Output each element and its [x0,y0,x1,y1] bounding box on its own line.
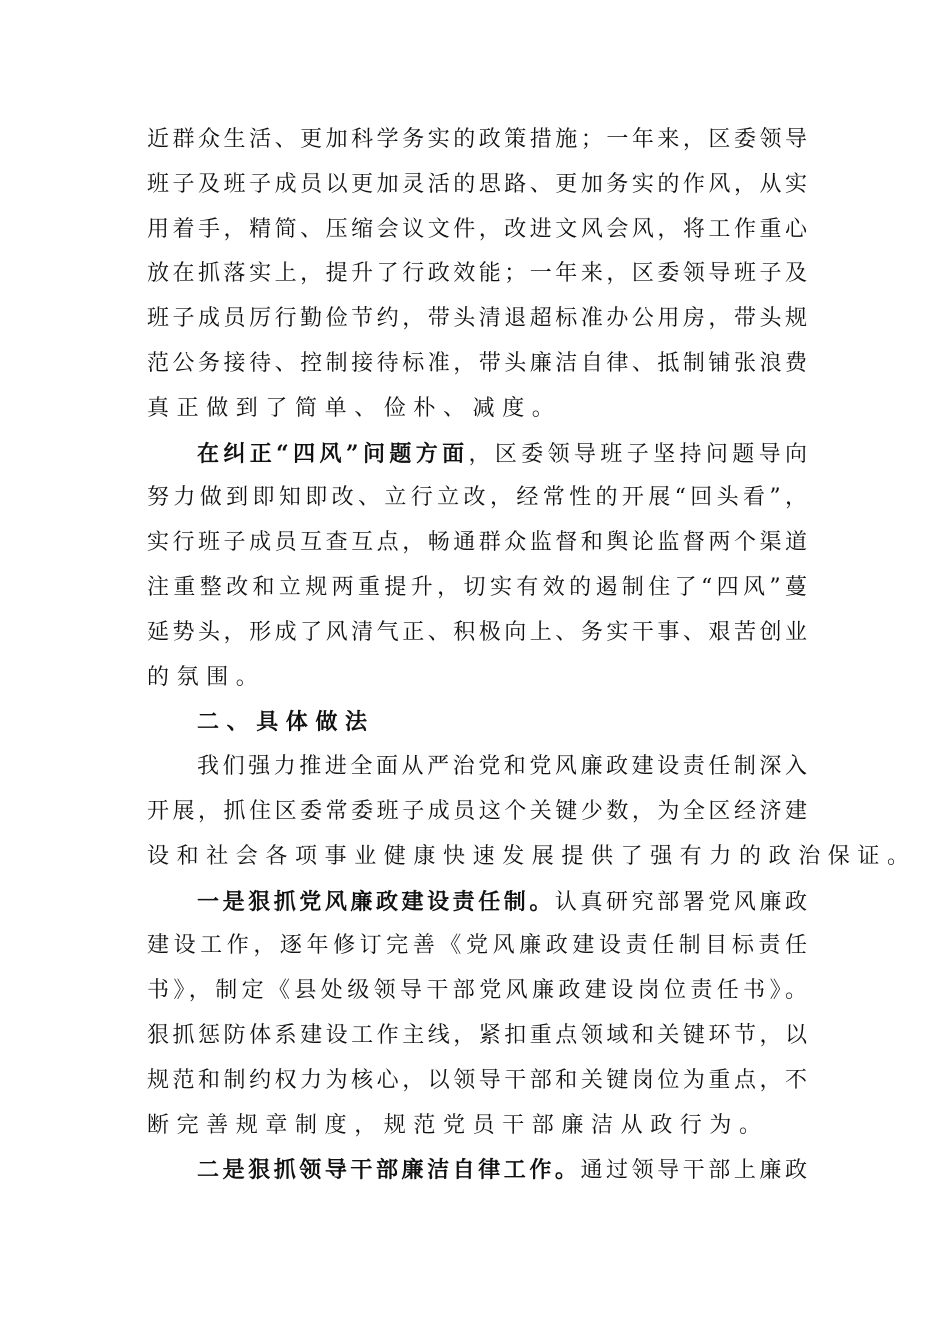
line-text: 努力做到即知即改、立行立改，经常性的开展“回头看”， [147,485,807,511]
document-body [147,118,917,1193]
text-line [147,208,807,253]
paragraph [147,745,917,879]
paragraph [147,880,807,1149]
text-line [147,880,807,925]
bold-lead-text: 二是狠抓领导干部廉洁自律工作。 [197,1157,581,1184]
line-text: ，区委领导班子坚持问题导向 [468,441,807,467]
bold-lead-text: 在纠正“四风”问题方面 [197,440,469,467]
line-text: 认真研究部署党风廉政 [554,889,807,915]
line-text: 断完善规章制度，规范党员干部廉洁从政行为。 [147,1112,769,1138]
text-line [147,924,807,969]
paragraph [147,118,807,432]
text-line [147,700,807,745]
line-text: 开展，抓住区委常委班子成员这个关键少数，为全区经济建 [147,798,807,824]
text-line [147,1059,807,1104]
line-text: 真正做到了简单、俭朴、减度。 [147,395,562,421]
text-line [147,790,807,835]
text-line [147,745,807,790]
line-text: 通过领导干部上廉政 [580,1158,807,1184]
line-text: 班子成员厉行勤俭节约，带头清退超标准办公用房，带头规 [147,306,807,332]
line-text: 狠抓惩防体系建设工作主线，紧扣重点领域和关键环节，以 [147,1022,807,1048]
text-line [147,566,807,611]
text-line [147,835,917,880]
text-line [147,969,807,1014]
text-line [147,118,807,163]
text-line [147,342,807,387]
line-text: 注重整改和立规两重提升，切实有效的遏制住了“四风”蔓 [147,574,807,600]
bold-lead-text: 二、具体做法 [197,709,375,736]
paragraph [147,432,807,701]
text-line [147,163,807,208]
paragraph [147,1148,807,1193]
text-line [147,1104,807,1149]
text-line [147,1148,807,1193]
text-line [147,1014,807,1059]
line-text: 近群众生活、更加科学务实的政策措施；一年来，区委领导 [147,127,807,152]
line-text: 设和社会各项事业健康快速发展提供了强有力的政治保证。 [147,843,917,869]
line-text: 实行班子成员互查互点，畅通群众监督和舆论监督两个渠道 [147,530,807,556]
text-line [147,656,807,701]
text-line [147,297,807,342]
line-text: 范公务接待、控制接待标准，带头廉洁自律、抵制铺张浪费 [147,350,807,376]
line-text: 我们强力推进全面从严治党和党风廉政建设责任制深入 [197,754,807,780]
line-text: 班子及班子成员以更加灵活的思路、更加务实的作风，从实 [147,171,807,197]
text-line [147,521,807,566]
line-text: 规范和制约权力为核心，以领导干部和关键岗位为重点，不 [147,1067,807,1093]
text-line [147,432,807,477]
line-text: 用着手，精简、压缩会议文件，改进文风会风，将工作重心 [147,216,807,242]
line-text: 延势头，形成了风清气正、积极向上、务实干事、艰苦创业 [147,619,807,645]
line-text: 书》，制定《县处级领导干部党风廉政建设岗位责任书》。 [147,978,807,1004]
line-text: 建设工作，逐年修订完善《党风廉政建设责任制目标责任 [147,933,807,959]
text-line [147,252,807,297]
line-text: 的氛围。 [147,664,266,690]
section-heading [147,700,807,745]
text-line [147,476,807,521]
line-text: 放在抓落实上，提升了行政效能；一年来，区委领导班子及 [147,261,807,287]
text-line [147,611,807,656]
text-line [147,387,807,432]
bold-lead-text: 一是狠抓党风廉政建设责任制。 [197,888,555,915]
